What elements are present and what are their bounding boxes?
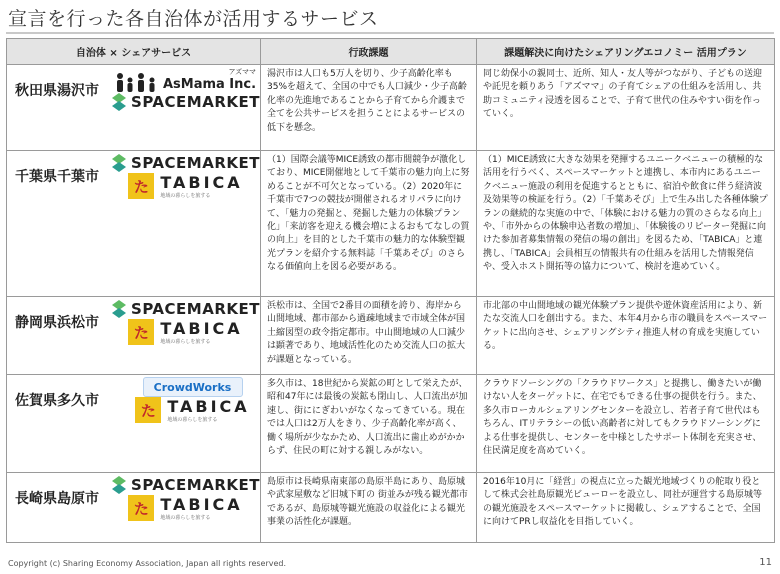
municipality-name: 静岡県浜松市 [15, 315, 99, 331]
tabica-logo [135, 397, 249, 423]
services-table [6, 38, 775, 543]
page-number: 11 [759, 557, 772, 568]
table-header-row [7, 39, 775, 65]
plan-cell: （1）MICE誘致に大きな効果を発揮するユニークベニューの積極的な活用を行うべく、スペースマーケットと連携し、本市内にあるユニークベニュー施設の利用を促進するとともに、宿泊や飲食に伴う経済波及効果等の検証を行う。（2）「千葉あそび」上で生み出した各種体験プランの継続的な実施の中で、「体験における魅力の質のさらなる向上」や、「市外からの体験申込者数の増加」、「体験後のリピーター発掘に向けた参加者募集情報の発信の場の創出」を図るため、「TABICA」と連携し、「TABICA」会員相互の情報共有の仕組みを活用した情報発信や、受入ホスト開拓等の協力について、検討を進めていく。 [477, 151, 775, 297]
spacemarket-logo-text: SPACEMARKET [131, 300, 260, 318]
spacemarket-icon [111, 299, 127, 319]
municipality-name: 佐賀県多久市 [15, 393, 99, 409]
tabica-logo-text: TABICA [167, 397, 250, 416]
spacemarket-logo [111, 92, 260, 112]
plan-cell: 同じ幼保小の親同士、近所、知人・友人等がつながり、子どもの送迎や託児を頼りあう「アズママ」の子育てシェアの仕組みを活用し、共助コミュニティ浸透を図ることで、子育て世代の住みやすい街を作っていく。 [477, 65, 775, 151]
spacemarket-logo-text: SPACEMARKET [131, 476, 260, 494]
municipality-cell [7, 297, 261, 375]
asmama-logo [115, 67, 256, 92]
asmama-people-icon [115, 72, 159, 92]
tabica-tagline: 地域の暮らしを旅する [160, 339, 211, 345]
tabica-tagline: 地域の暮らしを旅する [160, 515, 211, 521]
tabica-logo [128, 173, 242, 199]
spacemarket-logo-text: SPACEMARKET [131, 154, 260, 172]
plan-cell: 市北部の中山間地域の観光体験プラン提供や遊休資産活用により、新たな交流人口を創出する。また、本年4月から市の職員をスペースマーケットに出向させ、シェアリングシティ推進人材の育成を実施している。 [477, 297, 775, 375]
spacemarket-icon [111, 153, 127, 173]
tabica-icon: た [128, 495, 154, 521]
tabica-icon: た [128, 319, 154, 345]
tabica-tagline: 地域の暮らしを旅する [167, 417, 218, 423]
municipality-cell [7, 151, 261, 297]
spacemarket-logo [111, 299, 260, 319]
asmama-ruby: アズママ [228, 68, 257, 76]
spacemarket-logo [111, 475, 260, 495]
asmama-logo-text: AsMama Inc. [162, 77, 257, 92]
table-row [7, 151, 775, 297]
tabica-logo-text: TABICA [160, 495, 243, 514]
tabica-logo-text: TABICA [160, 319, 243, 338]
municipality-name: 千葉県千葉市 [15, 169, 99, 185]
plan-cell: クラウドソーシングの「クラウドワークス」と提携し、働きたいが働けない人をターゲットに、在宅でもできる仕事の提供を行う。また、多久市ローカルシェアリングセンターを設立し、若者子育て世代はもちろん、ITリテラシーの低い高齢者に対してもクラウドソーシングによる仕事を提供し、センターを中様としたサポート体制を充実させ、住民満足度を高めていく。 [477, 375, 775, 473]
issue-cell: 島原市は長崎県南東部の島原半島にあり、島原城や武家屋敷など旧城下町の 街並みが残る観光都市であるが、島原城等観光施設の収益化による観光事業の活性化が課題。 [261, 473, 477, 543]
municipality-cell [7, 473, 261, 543]
municipality-name: 長崎県島原市 [15, 491, 99, 507]
title-divider [6, 32, 774, 34]
page-title: 宣言を行った各自治体が活用するサービス [8, 8, 379, 30]
tabica-tagline: 地域の暮らしを旅する [160, 193, 211, 199]
table-row [7, 65, 775, 151]
table-row [7, 375, 775, 473]
crowdworks-logo: CrowdWorks [143, 377, 243, 397]
issue-cell: 多久市は、18世紀から炭鉱の町として栄えたが、昭和47年には最後の炭鉱も閉山し、人口流出が加速し、街ににぎわいがなくなってきている。現在では人口は2万人をきり、少子高齢化率が高く、働く場所が少なかため、人口流出に歯止めがかからず、住民の町に対する親しみがない。 [261, 375, 477, 473]
municipality-cell [7, 375, 261, 473]
spacemarket-icon [111, 475, 127, 495]
issue-cell: 湯沢市は人口も5万人を切り、少子高齢化率も35%を超えて、全国の中でも人口減少・少子高齢化率の先進地であることから子育てから介護まで全てを公共サービスを担うことによるサービスの低下を懸念。 [261, 65, 477, 151]
tabica-logo [128, 319, 242, 345]
footer-copyright: Copyright (c) Sharing Economy Association, Japan all rights reserved. [8, 559, 287, 568]
tabica-logo [128, 495, 242, 521]
municipality-cell [7, 65, 261, 151]
tabica-logo-text: TABICA [160, 173, 243, 192]
issue-cell: （1）国際会議等MICE誘致の都市間競争が激化しており、MICE開催地として千葉市の魅力向上に努めることが不可欠となっている。（2）2020年に千葉市で7つの競技が開催されるオリパラに向けて、「魅力の発掘と、発掘した魅力の体験プラン化」「来訪客を迎える機会増によるおもてなしの質の向上」を目的とした千葉市の魅力的な体験型観光プランを紹介する無料誌「千葉あそび」のさらなる価値向上を図る必要がある。 [261, 151, 477, 297]
tabica-icon: た [135, 397, 161, 423]
municipality-name: 秋田県湯沢市 [15, 82, 99, 99]
plan-cell: 2016年10月に「経営」の視点に立った観光地域づくりの舵取り役として株式会社島原観光ビューローを設立し、同社が運営する島原城等の観光施設をスペースマーケットに掲載し、シェアすることで、全国に向けてPRし収益化を目指していく。 [477, 473, 775, 543]
header-plan: 課題解決に向けたシェアリングエコノミー 活用プラン [477, 39, 775, 65]
header-issue: 行政課題 [261, 39, 477, 65]
spacemarket-logo [111, 153, 260, 173]
header-municipality: 自治体 × シェアサービス [7, 39, 261, 65]
spacemarket-icon [111, 92, 127, 112]
table-row [7, 473, 775, 543]
table-row [7, 297, 775, 375]
spacemarket-logo-text: SPACEMARKET [131, 93, 260, 111]
issue-cell: 浜松市は、全国で2番目の面積を誇り、海岸から山間地域、都市部から過疎地域まで市域全体が国土縮図型の政令指定都市。中山間地域の人口減少は顕著であり、地域活性化のため交流人口の拡大が課題となっている。 [261, 297, 477, 375]
tabica-icon: た [128, 173, 154, 199]
